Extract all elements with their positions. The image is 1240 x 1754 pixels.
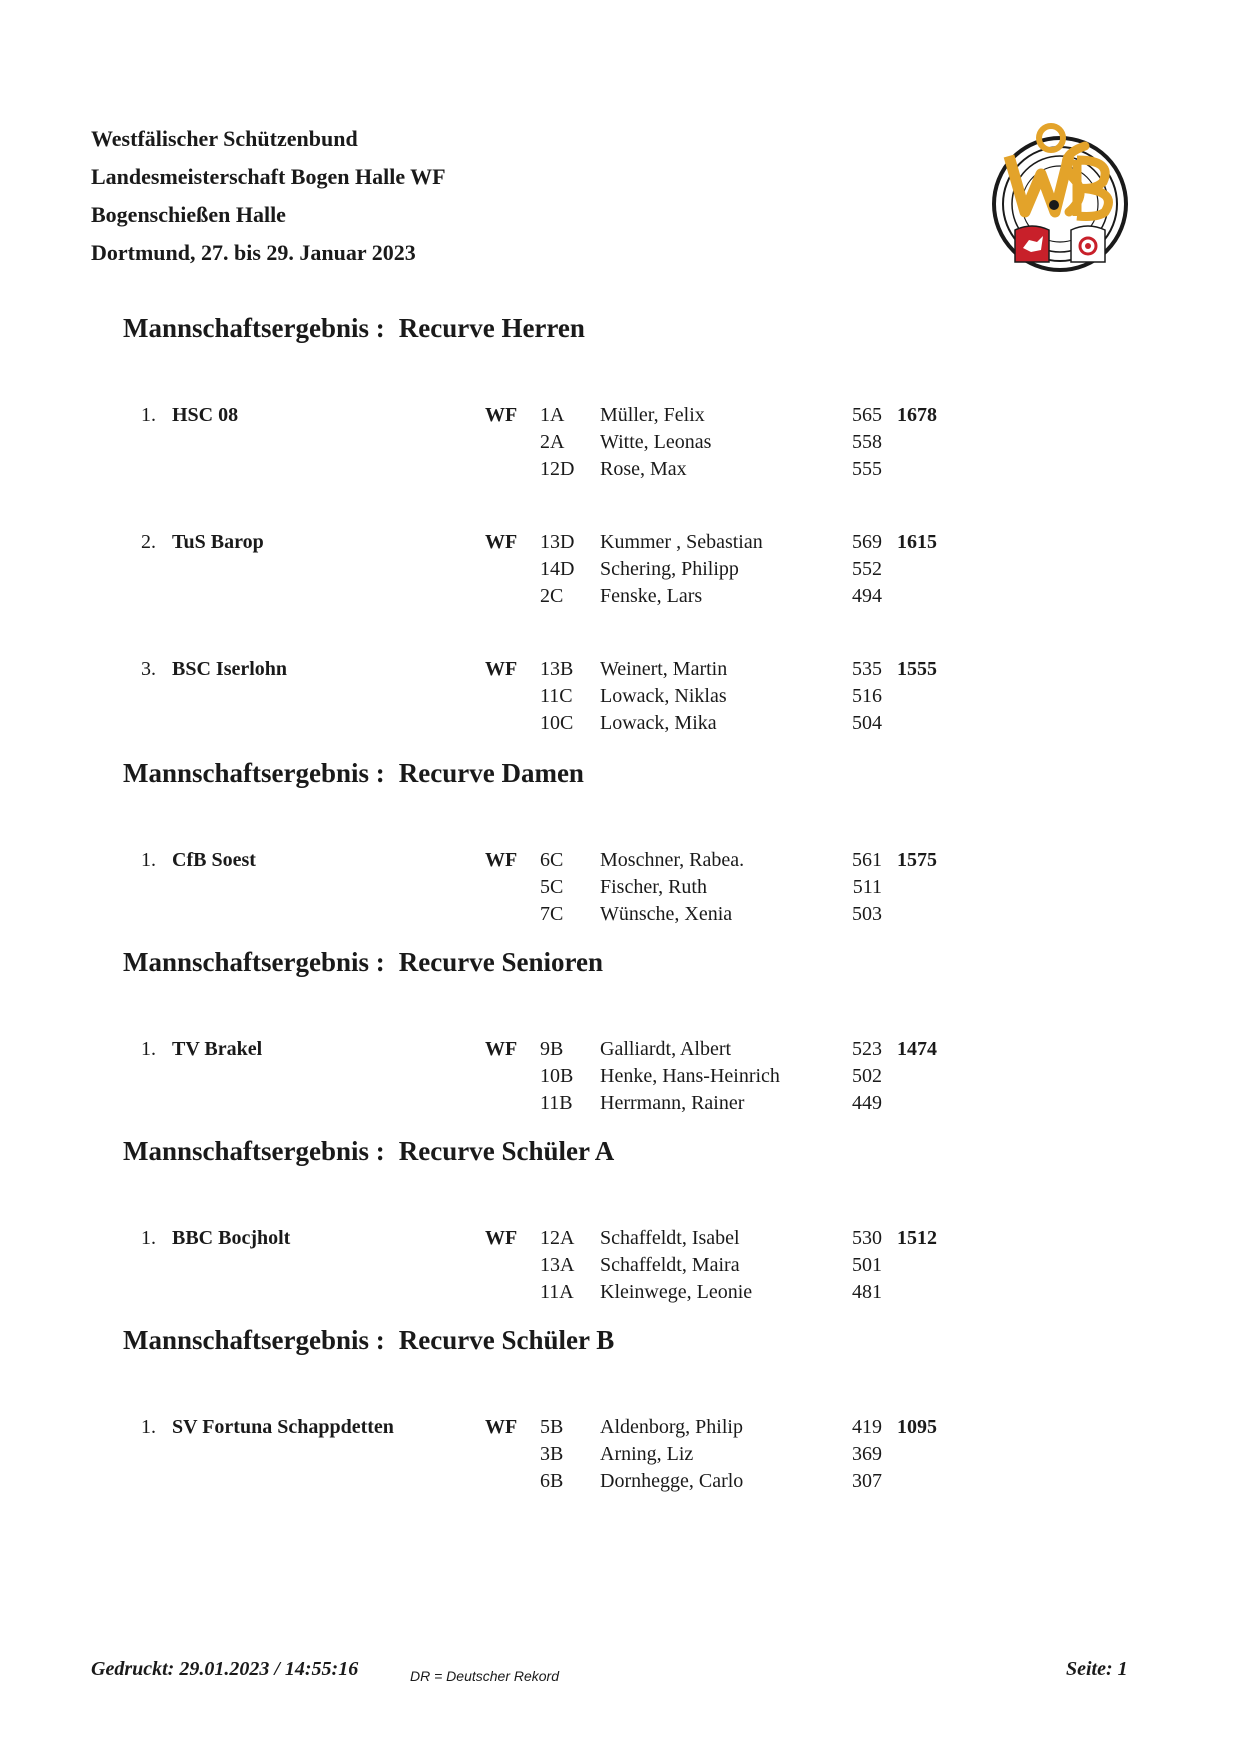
team-name: SV Fortuna Schappdetten — [172, 1416, 394, 1438]
member-score: 569 — [852, 531, 882, 553]
member-target-position: 3B — [540, 1443, 564, 1465]
member-name: Lowack, Niklas — [600, 685, 727, 707]
team-member-row — [0, 1470, 1240, 1497]
member-score: 419 — [852, 1416, 882, 1438]
team-rank: 1. — [141, 849, 156, 871]
team-association: WF — [485, 1416, 518, 1438]
member-name: Lowack, Mika — [600, 712, 717, 734]
member-score: 501 — [852, 1254, 882, 1276]
team-member-row — [0, 876, 1240, 903]
team-rank: 1. — [141, 1416, 156, 1438]
member-score: 516 — [852, 685, 882, 707]
team-name: CfB Soest — [172, 849, 256, 871]
member-target-position: 12A — [540, 1227, 575, 1249]
member-target-position: 1A — [540, 404, 565, 426]
team-member-row — [0, 585, 1240, 612]
team-name: BSC Iserlohn — [172, 658, 288, 680]
member-name: Fischer, Ruth — [600, 876, 707, 898]
team-member-row — [0, 685, 1240, 712]
member-name: Dornhegge, Carlo — [600, 1470, 744, 1492]
member-name: Witte, Leonas — [600, 431, 712, 453]
member-target-position: 5B — [540, 1416, 564, 1438]
document-header — [91, 120, 446, 272]
member-target-position: 10B — [540, 1065, 574, 1087]
section-label: Mannschaftsergebnis : — [123, 1325, 385, 1355]
member-score: 511 — [852, 876, 882, 898]
team-member-row — [0, 903, 1240, 930]
member-score: 494 — [852, 585, 882, 607]
member-target-position: 12D — [540, 458, 575, 480]
team-member-row — [0, 558, 1240, 585]
team-member-row — [0, 531, 1240, 558]
member-name: Henke, Hans-Heinrich — [600, 1065, 780, 1087]
wsb-logo — [985, 112, 1135, 282]
team-total: 1615 — [897, 531, 937, 553]
team-name: TuS Barop — [172, 531, 264, 553]
member-name: Fenske, Lars — [600, 585, 703, 607]
team-member-row — [0, 1065, 1240, 1092]
member-name: Kleinwege, Leonie — [600, 1281, 753, 1303]
section-label: Mannschaftsergebnis : — [123, 313, 385, 343]
discipline-title: Bogenschießen Halle — [91, 202, 286, 227]
team-total: 1474 — [897, 1038, 937, 1060]
team-total: 1575 — [897, 849, 937, 871]
member-name: Schaffeldt, Maira — [600, 1254, 740, 1276]
team-member-row — [0, 431, 1240, 458]
team-total: 1678 — [897, 404, 937, 426]
team-rank: 1. — [141, 404, 156, 426]
section-title — [123, 1325, 614, 1356]
member-name: Weinert, Martin — [600, 658, 728, 680]
section-label: Mannschaftsergebnis : — [123, 758, 385, 788]
federation-name: Westfälischer Schützenbund — [91, 126, 358, 151]
member-score: 481 — [852, 1281, 882, 1303]
member-target-position: 5C — [540, 876, 564, 898]
section-label: Mannschaftsergebnis : — [123, 947, 385, 977]
team-member-row — [0, 658, 1240, 685]
team-member-row — [0, 1254, 1240, 1281]
team-name: BBC Bocjholt — [172, 1227, 291, 1249]
member-name: Galliardt, Albert — [600, 1038, 732, 1060]
member-score: 523 — [852, 1038, 882, 1060]
team-association: WF — [485, 658, 518, 680]
team-name: HSC 08 — [172, 404, 239, 426]
member-score: 504 — [852, 712, 882, 734]
member-target-position: 11A — [540, 1281, 574, 1303]
team-entry — [0, 1038, 1240, 1122]
member-score: 449 — [852, 1092, 882, 1114]
team-member-row — [0, 1416, 1240, 1443]
member-score: 369 — [852, 1443, 882, 1465]
member-target-position: 2C — [540, 585, 564, 607]
page-number: Seite: 1 — [1066, 1658, 1128, 1680]
event-location-date: Dortmund, 27. bis 29. Januar 2023 — [91, 240, 416, 265]
team-member-row — [0, 712, 1240, 739]
team-member-row — [0, 1281, 1240, 1308]
section-category: Recurve Damen — [398, 758, 584, 788]
team-rank: 1. — [141, 1227, 156, 1249]
team-association: WF — [485, 531, 518, 553]
team-rank: 3. — [141, 658, 156, 680]
team-association: WF — [485, 1227, 518, 1249]
championship-title: Landesmeisterschaft Bogen Halle WF — [91, 164, 446, 189]
member-target-position: 11C — [540, 685, 573, 707]
team-rank: 2. — [141, 531, 156, 553]
member-name: Müller, Felix — [600, 404, 705, 426]
section-category: Recurve Schüler B — [398, 1325, 615, 1355]
team-entry — [0, 404, 1240, 488]
team-name: TV Brakel — [172, 1038, 263, 1060]
member-name: Schaffeldt, Isabel — [600, 1227, 740, 1249]
section-title — [123, 947, 603, 978]
team-total: 1512 — [897, 1227, 937, 1249]
team-entry — [0, 849, 1240, 933]
member-score: 561 — [852, 849, 882, 871]
member-name: Wünsche, Xenia — [600, 903, 733, 925]
member-name: Herrmann, Rainer — [600, 1092, 745, 1114]
print-timestamp: Gedruckt: 29.01.2023 / 14:55:16 — [91, 1658, 359, 1680]
team-member-row — [0, 458, 1240, 485]
section-title — [123, 1136, 614, 1167]
member-score: 565 — [852, 404, 882, 426]
team-total: 1555 — [897, 658, 937, 680]
member-name: Moschner, Rabea. — [600, 849, 745, 871]
member-target-position: 6C — [540, 849, 564, 871]
team-entry — [0, 658, 1240, 742]
member-target-position: 14D — [540, 558, 575, 580]
member-score: 307 — [852, 1470, 882, 1492]
member-score: 502 — [852, 1065, 882, 1087]
team-member-row — [0, 849, 1240, 876]
member-score: 535 — [852, 658, 882, 680]
member-target-position: 13B — [540, 658, 574, 680]
team-member-row — [0, 1038, 1240, 1065]
member-score: 555 — [852, 458, 882, 480]
section-category: Recurve Senioren — [398, 947, 603, 977]
team-rank: 1. — [141, 1038, 156, 1060]
member-target-position: 6B — [540, 1470, 564, 1492]
section-category: Recurve Schüler A — [398, 1136, 615, 1166]
record-legend: DR = Deutscher Rekord — [410, 1668, 560, 1684]
member-target-position: 7C — [540, 903, 564, 925]
section-title — [123, 758, 584, 789]
team-entry — [0, 1227, 1240, 1311]
member-name: Kummer , Sebastian — [600, 531, 763, 553]
member-target-position: 13A — [540, 1254, 575, 1276]
member-target-position: 2A — [540, 431, 565, 453]
member-score: 558 — [852, 431, 882, 453]
member-target-position: 13D — [540, 531, 575, 553]
team-entry — [0, 531, 1240, 615]
member-name: Schering, Philipp — [600, 558, 739, 580]
team-total: 1095 — [897, 1416, 937, 1438]
team-member-row — [0, 1443, 1240, 1470]
team-association: WF — [485, 1038, 518, 1060]
member-target-position: 10C — [540, 712, 574, 734]
member-name: Aldenborg, Philip — [600, 1416, 743, 1438]
member-name: Rose, Max — [600, 458, 687, 480]
team-association: WF — [485, 849, 518, 871]
member-target-position: 11B — [540, 1092, 573, 1114]
team-entry — [0, 1416, 1240, 1500]
member-name: Arning, Liz — [600, 1443, 694, 1465]
team-member-row — [0, 404, 1240, 431]
member-target-position: 9B — [540, 1038, 564, 1060]
section-title — [123, 313, 585, 344]
member-score: 503 — [852, 903, 882, 925]
member-score: 530 — [852, 1227, 882, 1249]
team-association: WF — [485, 404, 518, 426]
member-score: 552 — [852, 558, 882, 580]
team-member-row — [0, 1227, 1240, 1254]
team-member-row — [0, 1092, 1240, 1119]
section-category: Recurve Herren — [398, 313, 585, 343]
section-label: Mannschaftsergebnis : — [123, 1136, 385, 1166]
